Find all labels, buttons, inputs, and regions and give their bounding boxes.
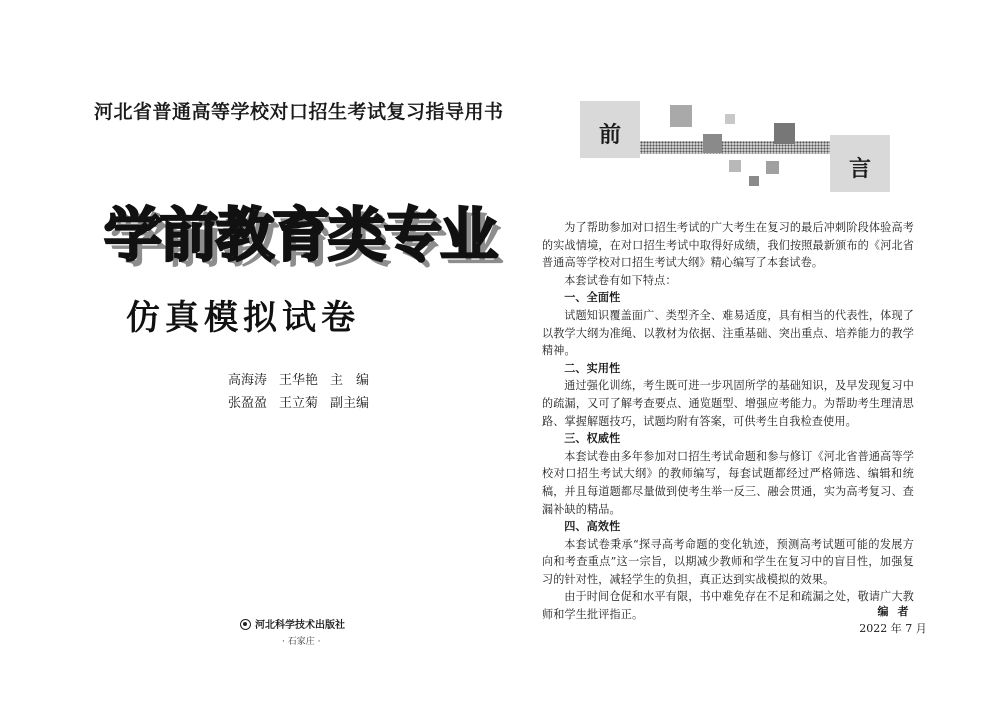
- preface-intro: 为了帮助参加对口招生考试的广大考生在复习的最后冲刺阶段体验高考的实战情境，在对口招生考试中取得好成绩，我们按照最新颁布的《河北省普通高等学校对口招生考试大纲》精心编写了本套试卷。: [542, 221, 914, 270]
- editor-name: 张盈盈: [228, 396, 268, 411]
- decor-square: [703, 134, 722, 153]
- preface-closing: 由于时间仓促和水平有限，书中难免存在不足和疏漏之处，敬请广大教师和学生批评指正。: [542, 590, 914, 622]
- publisher: [240, 616, 370, 631]
- preface-features-lead: 本套试卷有如下特点：: [564, 273, 677, 287]
- preface-date: 2022 年 7 月: [859, 622, 927, 635]
- editor-role: 副主编: [330, 396, 370, 411]
- decor-square: [729, 160, 741, 172]
- editor-line-deputy: [228, 392, 428, 415]
- publisher-name: 河北科学技术出版社: [255, 620, 345, 631]
- section-body: 通过强化训练，考生既可进一步巩固所学的基础知识，及早发现复习中的疏漏，又可了解考查要点、通览题型、增强应考能力。为帮助考生理清思路、掌握解题技巧，试题均附有答案，可供考生自我检查使用。: [542, 379, 914, 428]
- editor-name: 王立菊: [279, 396, 319, 411]
- dotted-band: [640, 141, 830, 154]
- editors-block: [228, 369, 428, 415]
- editor-name: 王华艳: [279, 373, 319, 388]
- section-heading: 二、实用性: [564, 361, 621, 375]
- decor-square: [725, 114, 735, 124]
- preface-heading-right: 言: [830, 135, 890, 192]
- section-body: 试题知识覆盖面广、类型齐全、难易适度，具有相当的代表性，体现了以教学大纲为准绳、以教材为依据、注重基础、突出重点、培养能力的教学精神。: [542, 308, 914, 358]
- decor-square: [749, 176, 759, 186]
- section-body: 本套试卷由多年参加对口招生考试命题和参与修订《河北省普通高等学校对口招生考试大纲》的教师编写，每套试题都经过严格筛选、编辑和统稿，并且每道题都尽量做到使考生举一反三、融会贯通，实为高考复习、查漏补缺的精品。: [542, 449, 914, 516]
- sub-title: 仿真模拟试卷: [126, 298, 360, 338]
- editor-name: 高海涛: [228, 373, 268, 388]
- editor-role: 主 编: [330, 373, 370, 388]
- decor-square: [766, 161, 779, 174]
- main-title: 学前教育类专业: [104, 201, 497, 269]
- section-heading: 一、全面性: [564, 291, 621, 305]
- section-heading: 三、权威性: [564, 432, 621, 446]
- publisher-logo-icon: [240, 619, 251, 630]
- preface-signature-block: [858, 603, 928, 637]
- decor-square: [670, 105, 692, 127]
- preface-heading-left: 前: [580, 101, 640, 158]
- editor-line-chief: [228, 369, 428, 392]
- decor-square: [774, 123, 795, 144]
- preface-signature: 编者: [877, 605, 918, 618]
- series-title: 河北省普通高等学校对口招生考试复习指导用书: [94, 101, 504, 123]
- preface-body: [542, 219, 914, 624]
- section-heading: 四、高效性: [564, 520, 621, 534]
- publisher-city: · 石家庄 ·: [282, 637, 321, 647]
- section-body: 本套试卷秉承“探寻高考命题的变化轨迹，预测高考试题可能的发展方向和考查重点”这一宗旨，以期减少教师和学生在复习中的盲目性，加强复习的针对性，减轻学生的负担，真正达到实战模拟的效果。: [542, 537, 914, 586]
